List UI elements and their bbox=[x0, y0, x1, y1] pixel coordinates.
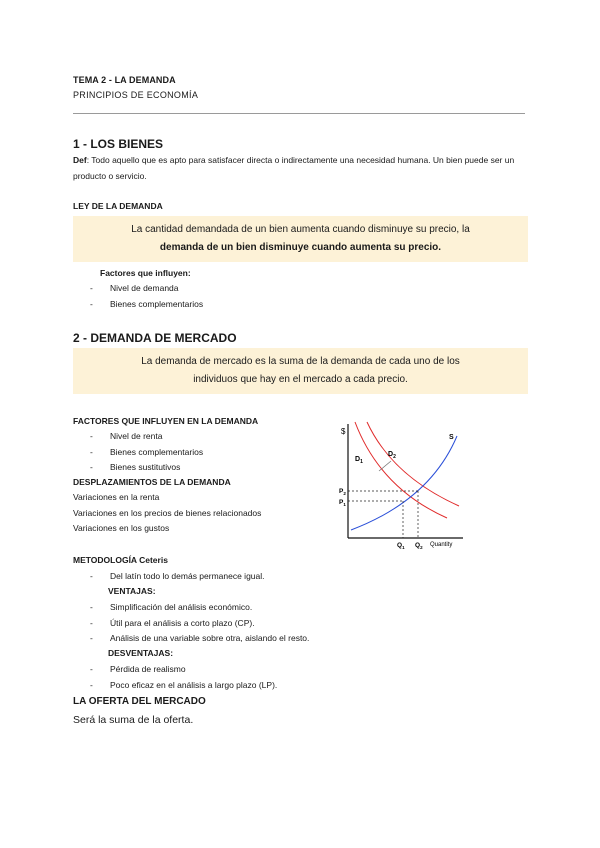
d1-label: $D_1$ bbox=[355, 456, 363, 465]
law-of-demand-box bbox=[73, 216, 528, 262]
methodology-heading: METODOLOGÍA Ceteris bbox=[73, 555, 168, 565]
demand-curve-d2 bbox=[367, 422, 459, 506]
q2-label: $Q_2$ bbox=[415, 542, 423, 550]
shift-arrow bbox=[379, 461, 391, 471]
list-item: - Bienes complementarios bbox=[90, 297, 203, 313]
supply-curve bbox=[351, 436, 457, 530]
list-item: - Poco eficaz en el análisis a largo plazo (LP). bbox=[90, 678, 277, 694]
list-item: - Nivel de renta bbox=[90, 429, 203, 445]
q1-label: $Q_1$ bbox=[397, 542, 405, 550]
list-item: - Pérdida de realismo bbox=[90, 662, 277, 678]
law-of-demand-heading: LEY DE LA DEMANDA bbox=[73, 201, 163, 211]
factors-list bbox=[90, 281, 203, 312]
shifts-list bbox=[73, 490, 261, 537]
definition-text: : Todo aquello que es apto para satisfacer directa o indirectamente una necesidad humana. Un bien puede ser un producto o servicio. bbox=[73, 155, 515, 181]
s-label: S bbox=[449, 434, 454, 441]
market-line-2: individuos que hay en el mercado a cada precio. bbox=[193, 374, 408, 385]
law-line-2: demanda de un bien disminuye cuando aumenta su precio. bbox=[159, 242, 442, 253]
list-item: Variaciones en los gustos bbox=[73, 523, 170, 533]
factors-heading: FACTORES QUE INFLUYEN EN LA DEMANDA bbox=[73, 416, 259, 426]
advantages-title: VENTAJAS: bbox=[108, 586, 156, 596]
factors-title: Factores que influyen: bbox=[100, 268, 191, 278]
list-item: - Simplificación del análisis económico. bbox=[90, 600, 309, 616]
methodology-list bbox=[90, 569, 265, 585]
supply-demand-graph bbox=[335, 418, 475, 553]
list-item: Variaciones en la renta bbox=[73, 492, 160, 502]
y-axis-label: $ bbox=[341, 427, 346, 436]
advantages-list bbox=[90, 600, 309, 647]
definition-paragraph bbox=[73, 153, 525, 184]
header-divider bbox=[73, 113, 525, 114]
demand-factors-list bbox=[90, 429, 203, 476]
section-2-heading: 2 - DEMANDA DE MERCADO bbox=[73, 331, 237, 345]
section-1-heading: 1 - LOS BIENES bbox=[73, 137, 164, 151]
supply-text: Será la suma de la oferta. bbox=[73, 714, 194, 726]
x-axis-label: Quantity bbox=[430, 542, 453, 548]
market-line-1: La demanda de mercado es la suma de la demanda de cada uno de los bbox=[141, 356, 460, 367]
list-item: - Análisis de una variable sobre otra, aislando el resto. bbox=[90, 631, 309, 647]
d2-label: $D_2$ bbox=[388, 451, 396, 460]
shifts-heading: DESPLAZAMIENTOS DE LA DEMANDA bbox=[73, 477, 231, 487]
law-line-1: La cantidad demandada de un bien aumenta cuando disminuye su precio, la bbox=[131, 224, 470, 235]
disadvantages-title: DESVENTAJAS: bbox=[108, 648, 174, 658]
list-item: - Del latín todo lo demás permanece igual. bbox=[90, 569, 265, 585]
list-item: Variaciones en los precios de bienes relacionados bbox=[73, 507, 262, 518]
list-item: - Bienes complementarios bbox=[90, 445, 203, 461]
p1-label: $P_1$ bbox=[339, 499, 346, 507]
document-subtitle: PRINCIPIOS DE ECONOMÍA bbox=[73, 90, 199, 100]
supply-heading: LA OFERTA DEL MERCADO bbox=[73, 696, 206, 707]
document-title: TEMA 2 - LA DEMANDA bbox=[73, 75, 176, 85]
definition-label: Def bbox=[73, 155, 87, 165]
list-item: - Nivel de demanda bbox=[90, 281, 203, 297]
list-item: - Útil para el análisis a corto plazo (CP). bbox=[90, 616, 309, 632]
disadvantages-list bbox=[90, 662, 277, 693]
list-item: - Bienes sustitutivos bbox=[90, 460, 203, 476]
p2-label: $P_2$ bbox=[339, 488, 346, 496]
market-demand-box bbox=[73, 348, 528, 394]
